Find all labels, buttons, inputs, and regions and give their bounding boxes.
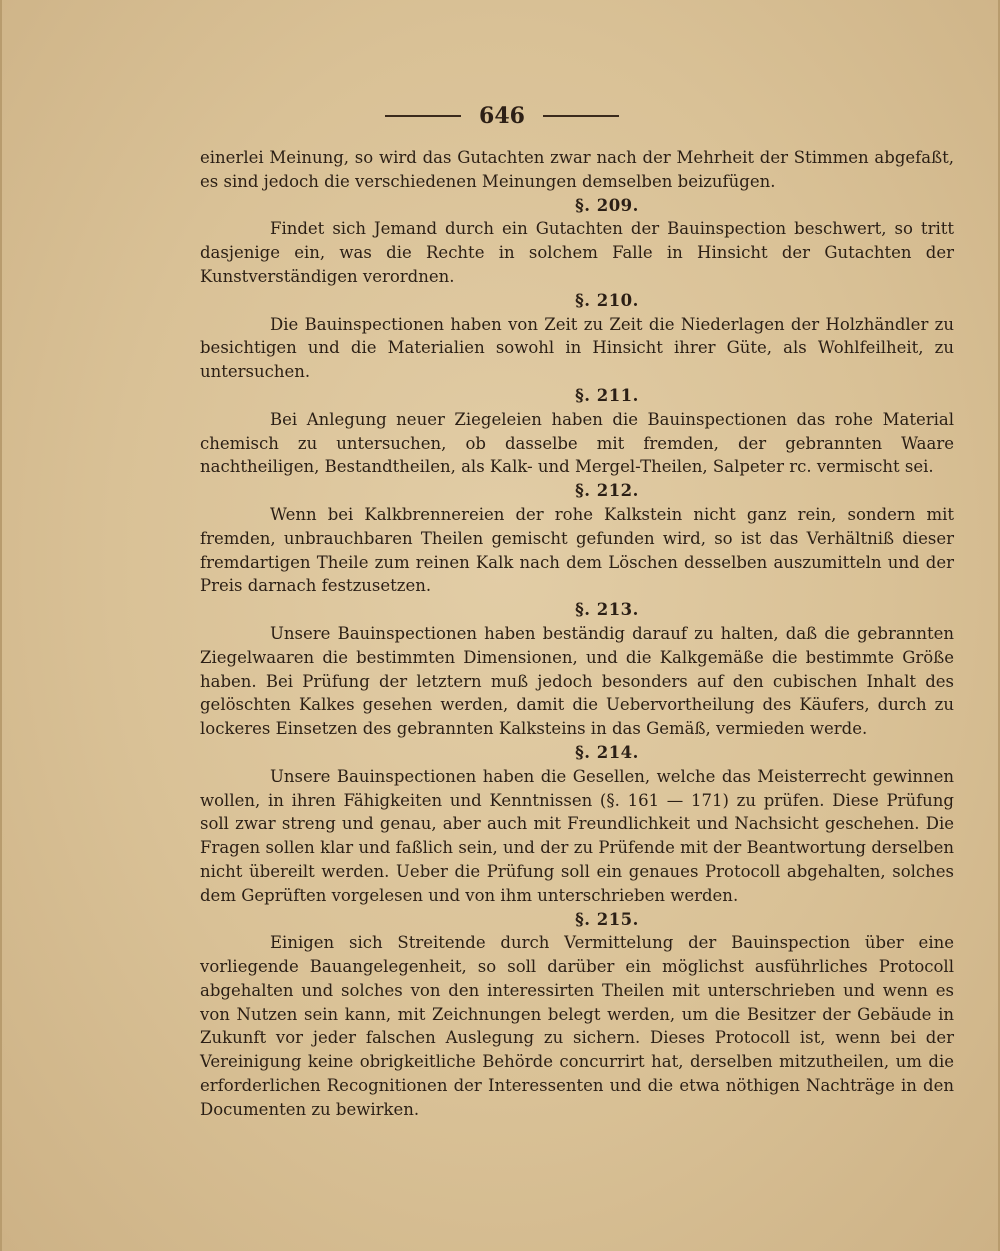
header-rule-right [543, 115, 619, 117]
section-heading: §. 215. [575, 909, 639, 929]
paragraph: Einigen sich Streitende durch Vermittelung der Bauinspection über eine vorliegende Bauangelegenheit, so soll darüber ein möglichst ausführliches Protocoll abgehalten und solches von den interessirten Theilen mit unterschrieben und wenn es von Nutzen sein kann, mit Zeichnungen belegt werden, um die Besitzer der Gebäude in Zukunft vor jeder falschen Auslegung zu sichern. Dieses Protocoll ist, wenn bei der Vereinigung keine obrigkeitliche Behörde concurrirt hat, derselben mitzutheilen, um die erforderlichen Recognitionen der Interessenten und die etwa nöthigen Nachträge in den Documenten zu bewirken. [200, 933, 954, 1119]
paragraph: Die Bauinspectionen haben von Zeit zu Zeit die Niederlagen der Holzhändler zu besichtigen und die Materialien sowohl in Hinsicht ihrer Güte, als Wohlfeilheit, zu untersuchen. [200, 314, 954, 382]
paragraph: Unsere Bauinspectionen haben beständig darauf zu halten, daß die gebrannten Ziegelwaaren die bestimmten Dimensionen, und die Kalkgemäße die bestimmte Größe haben. Bei Prüfung der letztern muß jedoch besonders auf den cubischen Inhalt des gelöschten Kalkes gesehen werden, damit die Uebervortheilung des Käufers, durch zu lockeres Einsetzen des gebrannten Kalksteins in das Gemäß, vermieden werde. [200, 623, 954, 739]
section-heading: §. 214. [575, 742, 639, 762]
paragraph: Findet sich Jemand durch ein Gutachten der Bauinspection beschwert, so tritt dasjenige ein, was die Rechte in solchem Falle in Hinsicht der Gutachten der Kunstverständigen verordnen. [200, 219, 954, 286]
paragraph: Wenn bei Kalkbrennereien der rohe Kalkstein nicht ganz rein, sondern mit fremden, unbrauchbaren Theilen gemischt gefunden wird, so ist das Verhältniß dieser fremdartigen Theile zum reinen Kalk nach dem Löschen desselben auszumitteln und der Preis darnach festzusetzen. [200, 504, 954, 596]
section-heading: §. 211. [575, 385, 639, 405]
page-number: 646 [479, 103, 525, 129]
section-heading: §. 209. [575, 195, 639, 215]
paragraph: Unsere Bauinspectionen haben die Gesellen, welche das Meisterrecht gewinnen wollen, in ihren Fähigkeiten und Kenntnissen (§. 161 — 171) zu prüfen. Diese Prüfung soll zwar streng und genau, aber auch mit Freundlichkeit und Nachsicht geschehen. Die Fragen sollen klar und faßlich sein, und der zu Prüfende mit der Beantwortung derselben nicht übereilt werden. Ueber die Prüfung soll ein genaues Protocoll abgehalten, solches dem Geprüften vorgelesen und von ihm unterschrieben werden. [200, 766, 954, 905]
paragraph: einerlei Meinung, so wird das Gutachten zwar nach der Mehrheit der Stimmen abgefaßt, es sind jedoch die verschiedenen Meinungen demselben beizufügen. [200, 148, 954, 191]
section-heading: §. 210. [575, 290, 639, 310]
page-header [2, 98, 1000, 134]
section-heading: §. 213. [575, 600, 639, 620]
section-heading: §. 212. [575, 481, 639, 501]
header-rule-left [385, 115, 461, 117]
paragraph: Bei Anlegung neuer Ziegeleien haben die Bauinspectionen das rohe Material chemisch zu untersuchen, ob dasselbe mit fremden, der gebrannten Waare nachtheiligen, Bestandtheilen, als Kalk- und Mergel-Theilen, Salpeter rc. vermischt sei. [200, 409, 954, 477]
body-text [200, 146, 954, 1122]
